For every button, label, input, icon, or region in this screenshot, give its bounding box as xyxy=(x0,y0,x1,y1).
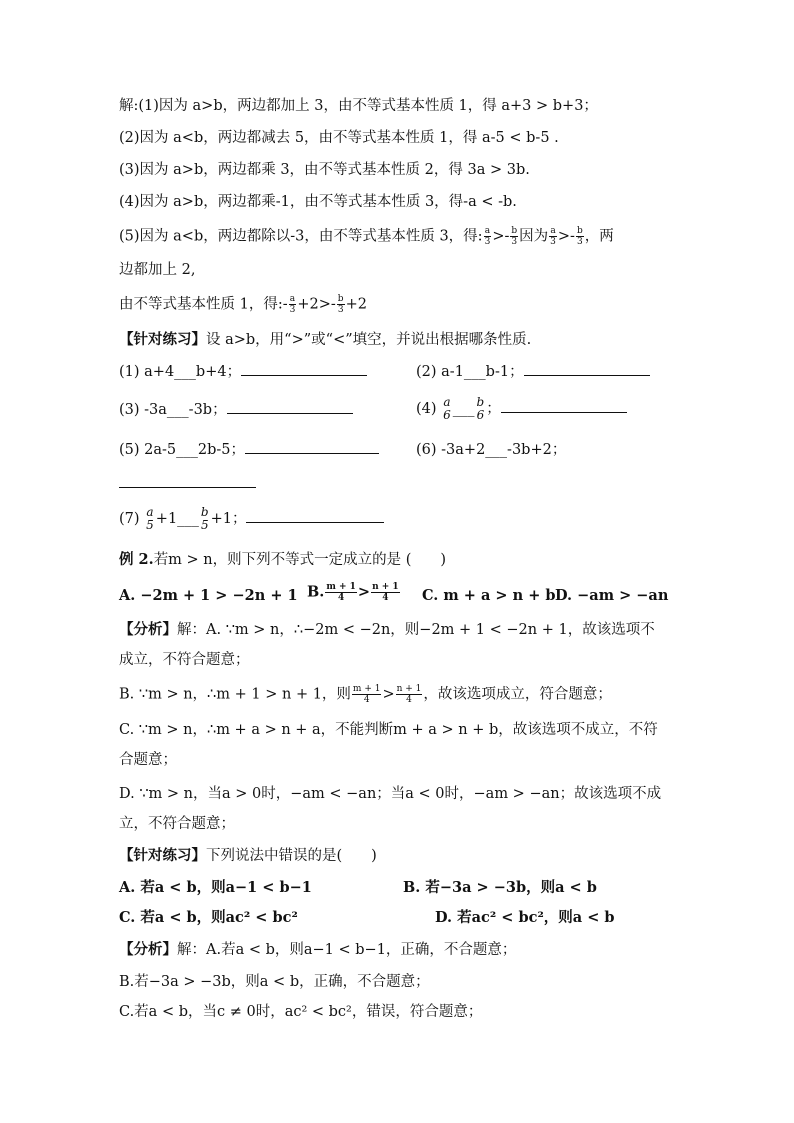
solution-line-4: (4)因为 a>b，两边都乘-1，由不等式基本性质 3，得-a < -b. xyxy=(119,194,517,210)
practice-q2: (2) a-1___b-1； xyxy=(416,362,650,382)
analysis-1-line-3: B. ∵m > n，∴m + 1 > n + 1，则 $\frac{m + 1}{4}$ > $\frac{n + 1}{4}$ ，故该选项成立，符合题意； xyxy=(119,684,612,705)
practice-q5: (5) 2a-5___2b-5； xyxy=(119,440,379,460)
example-2-option-c: C. m + a > n + b xyxy=(422,587,556,604)
solution-line-6: 边都加上 2, xyxy=(119,262,196,278)
example-2-option-a: A. −2m + 1 > −2n + 1 xyxy=(119,587,298,604)
solution-line-3: (3)因为 a>b，两边都乘 3，由不等式基本性质 2，得 3a > 3b. xyxy=(119,162,530,178)
practice-q4: (4) a 6 ___ b 6 ； xyxy=(416,396,627,422)
example-2-prompt: 例 2.若m > n，则下列不等式一定成立的是 ( ) xyxy=(119,551,447,568)
fraction: a 6 xyxy=(443,395,451,422)
practice-2-option-d: D. 若ac² < bc²，则a < b xyxy=(435,909,615,926)
fraction: $\frac{n + 1}{4}$ xyxy=(396,684,422,705)
fraction: b 5 xyxy=(200,505,209,532)
section-label: 【分析】 xyxy=(119,621,177,638)
analysis-1-line-5: 合题意； xyxy=(119,752,177,768)
fraction: $\frac{a}{3}$ xyxy=(289,294,296,315)
analysis-2-line-1: 【分析】解：A.若a < b，则a−1 < b−1，正确，不合题意； xyxy=(119,941,517,958)
practice-1-prompt: 【针对练习】设 a>b，用“>”或“<”填空，并说出根据哪条性质. xyxy=(119,331,532,348)
fraction: $\frac{b}{3}$ xyxy=(576,226,583,247)
analysis-2-line-2: B.若−3a > −3b，则a < b，正确，不合题意； xyxy=(119,974,430,990)
practice-2-prompt: 【针对练习】下列说法中错误的是( ) xyxy=(119,847,377,864)
practice-q6-answer xyxy=(119,474,256,494)
fraction: $\frac{a}{3}$ xyxy=(550,226,556,247)
answer-blank[interactable] xyxy=(227,400,353,414)
section-label: 【针对练习】 xyxy=(119,331,206,348)
answer-blank[interactable] xyxy=(119,474,256,488)
section-label: 【针对练习】 xyxy=(119,847,206,864)
example-label: 例 2. xyxy=(119,551,154,568)
fraction: $\frac{m + 1}{4}$ xyxy=(326,582,356,603)
analysis-2-line-3: C.若a < b，当c ≠ 0时，ac² < bc²，错误，符合题意； xyxy=(119,1004,483,1020)
solution-line-5: (5)因为 a<b，两边都除以-3，由不等式基本性质 3，得: $\frac{a}{3}$ >- $\frac{b}{3}$ 因为 $\frac{a}{3}$ >- $\frac{b}{3}$ ，两 xyxy=(119,226,614,247)
analysis-1-line-4: C. ∵m > n，∴m + a > n + a，不能判断m + a > n + b，故该选项不成立，不符 xyxy=(119,722,658,738)
fraction: $\frac{b}{3}$ xyxy=(511,226,518,247)
practice-q1: (1) a+4___b+4； xyxy=(119,362,367,382)
text: (5)因为 a<b，两边都除以-3，由不等式基本性质 3，得: xyxy=(119,228,483,245)
practice-2-option-a: A. 若a < b，则a−1 < b−1 xyxy=(119,879,312,896)
example-2-option-b: B. $\frac{m + 1}{4}$ > $\frac{n + 1}{4}$ xyxy=(307,582,399,603)
answer-blank[interactable] xyxy=(501,399,627,413)
answer-blank[interactable] xyxy=(246,509,384,523)
answer-blank[interactable] xyxy=(524,362,650,376)
analysis-1-line-1: 【分析】解：A. ∵m > n，∴−2m < −2n，则−2m + 1 < −2n + 1，故该选项不 xyxy=(119,621,655,638)
solution-line-2: (2)因为 a<b，两边都减去 5，由不等式基本性质 1，得 a-5 < b-5 . xyxy=(119,130,559,146)
example-2-option-d: D. −am > −an xyxy=(555,587,669,604)
fraction: a 5 xyxy=(146,505,154,532)
fraction: b 6 xyxy=(476,395,485,422)
fraction: $\frac{n + 1}{4}$ xyxy=(372,582,399,603)
answer-blank[interactable] xyxy=(241,362,367,376)
fraction: $\frac{b}{3}$ xyxy=(337,294,344,315)
section-label: 【分析】 xyxy=(119,941,177,958)
practice-2-option-c: C. 若a < b，则ac² < bc² xyxy=(119,909,298,926)
fraction: $\frac{a}{3}$ xyxy=(484,226,491,247)
practice-2-option-b: B. 若−3a > −3b，则a < b xyxy=(403,879,597,896)
practice-q6: (6) -3a+2___-3b+2； xyxy=(416,442,567,458)
answer-blank[interactable] xyxy=(245,440,379,454)
practice-q3: (3) -3a___-3b； xyxy=(119,400,353,420)
solution-line-1: 解:(1)因为 a>b，两边都加上 3，由不等式基本性质 1，得 a+3 > b+3； xyxy=(119,98,598,114)
analysis-1-line-2: 成立，不符合题意； xyxy=(119,652,250,668)
solution-line-7: 由不等式基本性质 1，得:- $\frac{a}{3}$ +2>- $\frac{b}{3}$ +2 xyxy=(119,294,367,315)
fraction: $\frac{m + 1}{4}$ xyxy=(352,684,381,705)
analysis-1-line-6: D. ∵m > n，当a > 0时，−am < −an；当a < 0时，−am > −an；故该选项不成 xyxy=(119,786,662,802)
analysis-1-line-7: 立，不符合题意； xyxy=(119,816,235,832)
practice-q7: (7) a 5 +1___ b 5 +1； xyxy=(119,506,384,532)
